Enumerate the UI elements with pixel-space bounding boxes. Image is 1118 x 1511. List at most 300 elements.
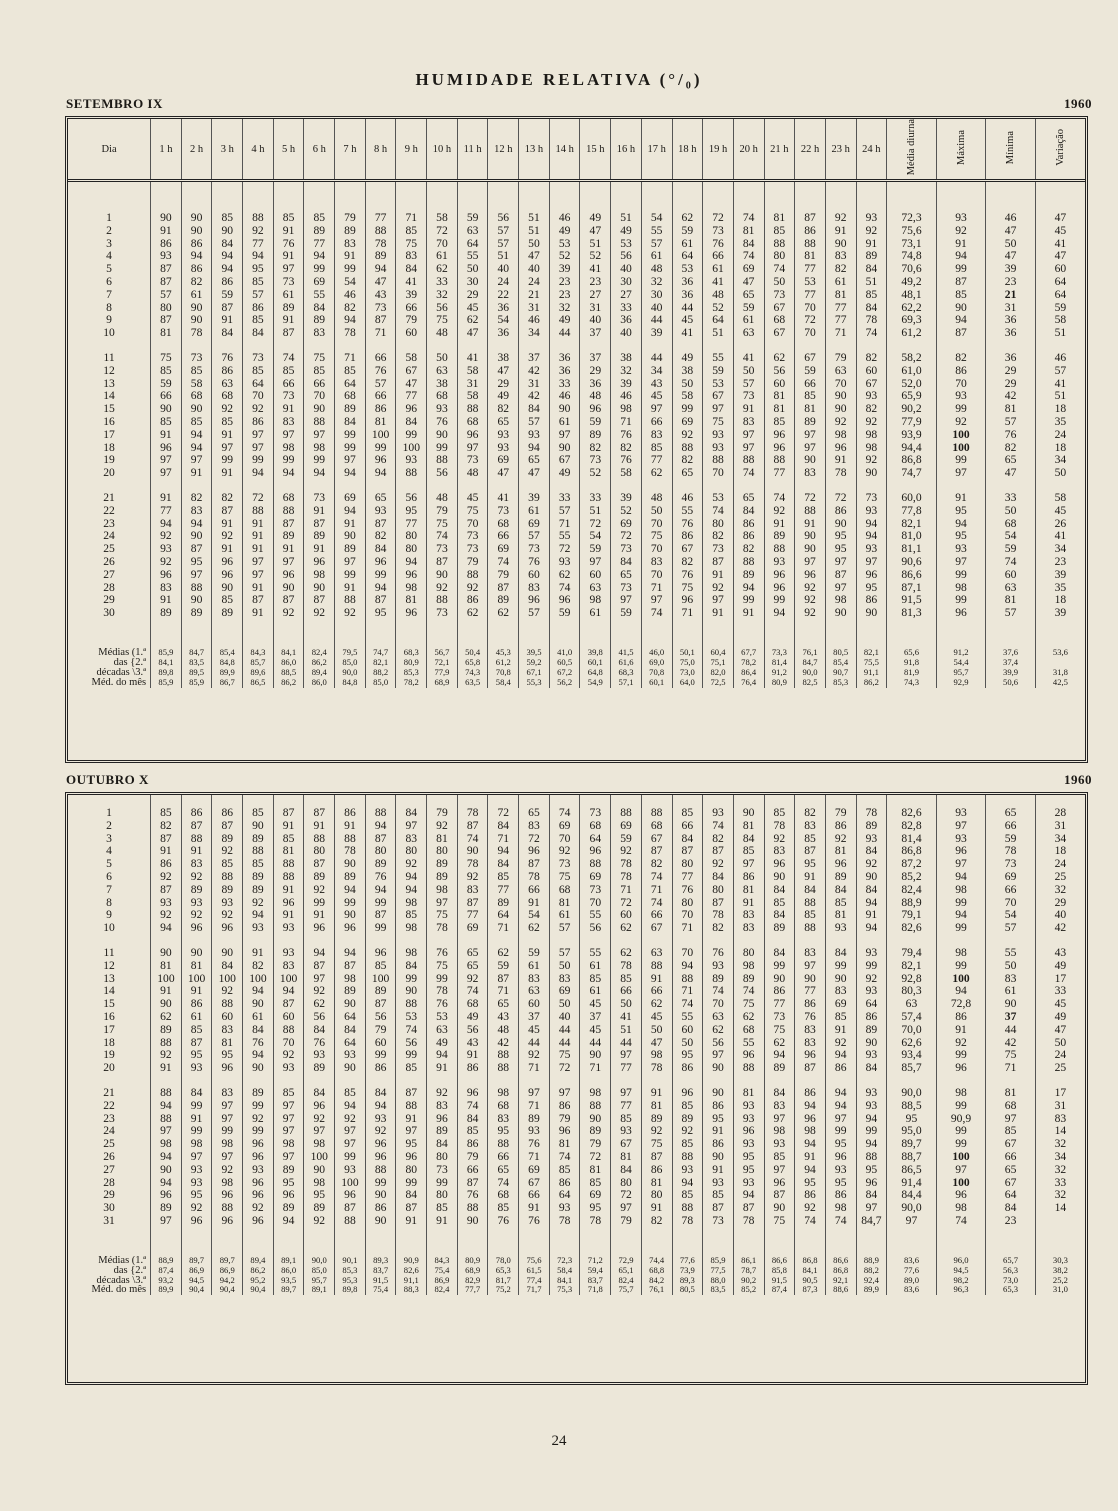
value-cell: 76 <box>611 454 642 467</box>
value-cell: 86 <box>243 416 274 429</box>
value-cell: 51 <box>519 225 550 238</box>
value-cell: 48 <box>457 467 488 480</box>
value-cell: 99 <box>304 897 335 910</box>
value-cell: 34 <box>1054 454 1067 467</box>
value-cell: 89 <box>703 973 734 986</box>
value-cell: 87 <box>304 960 335 973</box>
value-cell: 89 <box>304 530 335 543</box>
value-cell: 57 <box>519 416 550 429</box>
value-cell: 90 <box>304 1164 335 1177</box>
average-cell: 90,0 <box>335 668 366 678</box>
value-cell: 90 <box>273 582 304 595</box>
value-cell: 69 <box>335 492 366 505</box>
value-cell: 66 <box>457 1164 488 1177</box>
value-cell: 83 <box>396 250 427 263</box>
value-cell: 72 <box>519 833 550 846</box>
value-cell: 49 <box>488 390 519 403</box>
value-cell: 65 <box>986 807 1036 820</box>
value-cell: 70 <box>703 998 734 1011</box>
value-cell: 89 <box>273 530 304 543</box>
column-header-label: Mínima <box>1005 130 1017 165</box>
value-cell: 74,7 <box>887 467 937 480</box>
value-cell: 100 <box>181 973 212 986</box>
value-cell: 87 <box>304 518 335 531</box>
value-cell: 62 <box>151 1011 182 1024</box>
value-cell: 89 <box>641 1113 672 1126</box>
value-cell: 96 <box>365 1138 396 1151</box>
value-cell: 88 <box>795 505 826 518</box>
column-header: 10 h <box>427 119 458 181</box>
value-cell: 92 <box>335 607 366 620</box>
value-cell: 91 <box>519 1202 550 1215</box>
value-cell: 66 <box>151 390 182 403</box>
value-cell: 61 <box>427 250 458 263</box>
value-cell: 60 <box>611 909 642 922</box>
value-cell: 74,8 <box>887 250 937 263</box>
value-cell: 78 <box>733 1215 764 1228</box>
value-cell: 48 <box>580 390 611 403</box>
value-cell: 82 <box>936 352 986 365</box>
value-cell: 96 <box>212 569 243 582</box>
value-cell: 87 <box>365 518 396 531</box>
value-cell: 87 <box>396 1087 427 1100</box>
value-cell: 70 <box>672 947 703 960</box>
value-cell: 61,2 <box>887 327 937 340</box>
value-cell: 84 <box>764 947 795 960</box>
value-cell: 84 <box>304 1024 335 1037</box>
value-cell: 70 <box>641 569 672 582</box>
value-cell: 93 <box>733 1100 764 1113</box>
value-cell: 81 <box>151 960 182 973</box>
value-cell: 61 <box>243 1011 274 1024</box>
table-row <box>68 250 1085 263</box>
value-cell: 29 <box>580 365 611 378</box>
value-cell: 88 <box>427 454 458 467</box>
value-cell: 98 <box>396 582 427 595</box>
value-cell: 71 <box>519 1151 550 1164</box>
value-cell: 51 <box>1054 390 1067 403</box>
average-cell: 85,0 <box>365 678 396 688</box>
average-cell: 93,2 <box>151 1276 182 1286</box>
value-cell: 80 <box>703 518 734 531</box>
value-cell: 81 <box>733 225 764 238</box>
value-cell: 24 <box>488 276 519 289</box>
value-cell: 64 <box>1054 288 1067 301</box>
value-cell: 47 <box>488 467 519 480</box>
value-cell: 76 <box>672 569 703 582</box>
column-header: 3 h <box>212 119 243 181</box>
value-cell: 79,4 <box>887 947 937 960</box>
value-cell: 44 <box>549 327 580 340</box>
value-cell: 50 <box>764 276 795 289</box>
average-cell: 89,9 <box>856 1285 887 1295</box>
value-cell: 72 <box>703 212 734 225</box>
value-cell: 63 <box>519 985 550 998</box>
value-cell: 87 <box>181 820 212 833</box>
value-cell: 59 <box>795 365 826 378</box>
average-cell: 70,8 <box>488 668 519 678</box>
value-cell: 82 <box>641 1215 672 1228</box>
average-cell: 92,1 <box>825 1276 856 1286</box>
value-cell: 71 <box>580 1062 611 1075</box>
value-cell: 77 <box>672 871 703 884</box>
value-cell: 65 <box>365 492 396 505</box>
average-cell: 92,9 <box>936 678 986 688</box>
value-cell: 76 <box>703 238 734 251</box>
value-cell: 74 <box>733 985 764 998</box>
value-cell <box>986 289 1036 302</box>
day-cell: 20 <box>68 467 151 480</box>
value-cell: 83 <box>795 467 826 480</box>
value-cell: 68 <box>986 518 1036 531</box>
average-cell: 71,2 <box>580 1256 611 1266</box>
value-cell: 63 <box>457 225 488 238</box>
value-cell: 29 <box>1054 896 1067 909</box>
value-cell: 91 <box>212 543 243 556</box>
value-cell: 96 <box>396 607 427 620</box>
value-cell: 91 <box>733 607 764 620</box>
value-cell: 90 <box>825 607 856 620</box>
value-cell: 97 <box>273 1151 304 1164</box>
day-cell: 5 <box>68 858 151 871</box>
day-cell: 1 <box>68 807 151 820</box>
value-cell: 74 <box>703 505 734 518</box>
value-cell: 95 <box>856 1164 887 1177</box>
value-cell: 73 <box>580 884 611 897</box>
value-cell: 79 <box>335 212 366 225</box>
value-cell: 84 <box>856 1062 887 1075</box>
value-cell: 45 <box>580 998 611 1011</box>
value-cell: 45 <box>641 1011 672 1024</box>
value-cell: 83 <box>986 973 1036 986</box>
value-cell: 83 <box>335 238 366 251</box>
value-cell: 94 <box>936 909 986 922</box>
value-cell: 85 <box>243 314 274 327</box>
value-cell: 57,4 <box>887 1011 937 1024</box>
value-cell: 89 <box>212 833 243 846</box>
table-row <box>68 556 1085 569</box>
day-cell: 30 <box>68 1202 151 1215</box>
value-cell: 90 <box>181 403 212 416</box>
value-cell: 94 <box>304 250 335 263</box>
value-cell: 86 <box>365 403 396 416</box>
value-cell: 75 <box>427 518 458 531</box>
value-cell: 97 <box>273 556 304 569</box>
value-cell: 41 <box>1054 530 1067 543</box>
value-cell: 89 <box>212 884 243 897</box>
value-cell: 61 <box>641 250 672 263</box>
value-cell: 78 <box>703 909 734 922</box>
value-cell: 88 <box>488 1062 519 1075</box>
value-cell: 66 <box>611 985 642 998</box>
value-cell: 49 <box>457 1011 488 1024</box>
value-cell: 73 <box>611 582 642 595</box>
day-cell: 20 <box>68 1062 151 1075</box>
value-cell: 74 <box>549 1151 580 1164</box>
value-cell: 92 <box>335 1113 366 1126</box>
value-cell: 71 <box>611 416 642 429</box>
average-cell: 96,3 <box>936 1285 986 1295</box>
value-cell: 33 <box>1054 1176 1067 1189</box>
value-cell: 88 <box>243 505 274 518</box>
average-cell: 85,4 <box>825 658 856 668</box>
value-cell: 61 <box>580 960 611 973</box>
value-cell: 70 <box>549 833 580 846</box>
value-cell: 83 <box>181 505 212 518</box>
table-row <box>68 973 1085 986</box>
value-cell: 99 <box>936 569 986 582</box>
average-cell: 58,4 <box>549 1266 580 1276</box>
value-cell: 99 <box>936 403 986 416</box>
value-cell: 50 <box>986 505 1036 518</box>
value-cell: 39 <box>986 263 1036 276</box>
value-cell: 93 <box>856 212 887 225</box>
value-cell: 82 <box>212 492 243 505</box>
value-cell: 33 <box>1054 985 1067 998</box>
value-cell: 46 <box>549 390 580 403</box>
table-row <box>68 302 1085 315</box>
value-cell: 72 <box>580 1151 611 1164</box>
value-cell: 74 <box>641 897 672 910</box>
average-label: Médias (1.ª <box>68 648 151 658</box>
value-cell: 90 <box>856 871 887 884</box>
average-cell: 39,5 <box>519 648 550 658</box>
value-cell: 99 <box>396 1049 427 1062</box>
value-cell: 75 <box>304 352 335 365</box>
value-cell: 50 <box>1054 1036 1067 1049</box>
value-cell: 86 <box>212 807 243 820</box>
value-cell: 88 <box>641 807 672 820</box>
value-cell: 51 <box>519 212 550 225</box>
day-cell: 29 <box>68 594 151 607</box>
average-cell: 83,7 <box>365 1266 396 1276</box>
value-cell: 77 <box>243 238 274 251</box>
value-cell: 90 <box>181 225 212 238</box>
table-row <box>68 807 1085 820</box>
value-cell: 96 <box>936 1189 986 1202</box>
value-cell: 89 <box>427 871 458 884</box>
value-cell: 81 <box>825 845 856 858</box>
day-cell: 3 <box>68 238 151 251</box>
value-cell: 100 <box>365 429 396 442</box>
value-cell: 93 <box>396 454 427 467</box>
average-cell: 73,3 <box>764 648 795 658</box>
average-cell: 30,3 <box>1052 1255 1068 1265</box>
value-cell: 73 <box>457 530 488 543</box>
average-cell: 90,4 <box>243 1285 274 1295</box>
value-cell: 93,9 <box>887 429 937 442</box>
value-cell: 82 <box>825 263 856 276</box>
value-cell: 55 <box>703 352 734 365</box>
value-cell: 46 <box>549 212 580 225</box>
value-cell: 77 <box>825 302 856 315</box>
value-cell: 47 <box>641 1037 672 1050</box>
column-header: 6 h <box>304 119 335 181</box>
value-cell: 88 <box>764 238 795 251</box>
average-cell: 65,6 <box>887 648 937 658</box>
value-cell: 87 <box>396 1202 427 1215</box>
value-cell: 36 <box>672 276 703 289</box>
value-cell: 49 <box>549 314 580 327</box>
value-cell: 88 <box>365 807 396 820</box>
value-cell: 81 <box>733 1087 764 1100</box>
value-cell: 74 <box>764 492 795 505</box>
value-cell: 86 <box>825 820 856 833</box>
value-cell: 88,5 <box>887 1100 937 1113</box>
value-cell: 92 <box>304 884 335 897</box>
value-cell: 36 <box>580 378 611 391</box>
average-cell: 59,4 <box>580 1266 611 1276</box>
average-cell: 75,7 <box>611 1285 642 1295</box>
value-cell: 81 <box>641 1100 672 1113</box>
value-cell: 67 <box>672 543 703 556</box>
value-cell: 78 <box>856 314 887 327</box>
average-cell: 93,5 <box>273 1276 304 1286</box>
value-cell: 68 <box>580 820 611 833</box>
value-cell: 70 <box>580 897 611 910</box>
value-cell: 99 <box>335 429 366 442</box>
average-cell: 68,9 <box>427 678 458 688</box>
value-cell: 90 <box>243 998 274 1011</box>
value-cell: 73 <box>457 454 488 467</box>
value-cell: 86 <box>733 518 764 531</box>
value-cell: 96 <box>580 403 611 416</box>
value-cell: 93 <box>856 833 887 846</box>
average-cell: 56,3 <box>986 1266 1036 1276</box>
value-cell: 96 <box>273 897 304 910</box>
value-cell: 95 <box>488 1125 519 1138</box>
value-cell: 95 <box>181 1189 212 1202</box>
value-cell: 87 <box>457 897 488 910</box>
value-cell: 61 <box>549 416 580 429</box>
value-cell: 91 <box>273 543 304 556</box>
value-cell: 99 <box>335 1151 366 1164</box>
value-cell: 81 <box>273 845 304 858</box>
value-cell: 65 <box>986 454 1036 467</box>
value-cell: 85 <box>243 276 274 289</box>
value-cell: 89 <box>365 858 396 871</box>
table-row <box>68 1189 1085 1202</box>
value-cell: 45 <box>1054 504 1067 517</box>
value-cell: 86 <box>936 365 986 378</box>
value-cell: 69 <box>488 454 519 467</box>
table-row <box>68 947 1085 960</box>
value-cell: 96 <box>549 594 580 607</box>
value-cell: 59 <box>611 833 642 846</box>
value-cell: 49 <box>427 1037 458 1050</box>
value-cell: 46 <box>335 289 366 302</box>
value-cell: 60 <box>519 569 550 582</box>
value-cell: 93 <box>549 1202 580 1215</box>
day-cell: 29 <box>68 1189 151 1202</box>
value-cell: 96 <box>856 1177 887 1190</box>
value-cell: 87 <box>703 845 734 858</box>
value-cell: 91 <box>243 518 274 531</box>
value-cell: 31 <box>1054 1099 1067 1112</box>
value-cell: 91 <box>181 467 212 480</box>
value-cell: 85 <box>795 390 826 403</box>
average-cell: 85,9 <box>181 678 212 688</box>
value-cell: 96 <box>764 429 795 442</box>
value-cell: 72 <box>488 807 519 820</box>
average-cell: 37,4 <box>986 658 1036 668</box>
value-cell: 92 <box>936 225 986 238</box>
value-cell: 67 <box>986 1177 1036 1190</box>
value-cell: 69 <box>611 518 642 531</box>
value-cell: 74 <box>936 1215 986 1228</box>
value-cell: 64 <box>549 1189 580 1202</box>
value-cell: 70 <box>936 378 986 391</box>
value-cell: 84 <box>396 263 427 276</box>
value-cell: 60 <box>764 378 795 391</box>
value-cell: 67 <box>764 302 795 315</box>
value-cell: 95 <box>795 858 826 871</box>
value-cell: 43 <box>457 1037 488 1050</box>
value-cell: 75 <box>151 352 182 365</box>
value-cell: 99 <box>181 1125 212 1138</box>
value-cell: 47 <box>733 276 764 289</box>
value-cell: 29 <box>457 289 488 302</box>
humidity-table-october <box>65 792 1088 1385</box>
table-row <box>68 1164 1085 1177</box>
value-cell: 67 <box>641 833 672 846</box>
value-cell: 92 <box>936 1037 986 1050</box>
value-cell: 97 <box>273 1113 304 1126</box>
value-cell: 27 <box>580 289 611 302</box>
value-cell: 56 <box>427 467 458 480</box>
value-cell: 97 <box>273 263 304 276</box>
average-row <box>68 658 1085 668</box>
value-cell: 85 <box>151 365 182 378</box>
value-cell: 62 <box>519 922 550 935</box>
value-cell: 69,3 <box>887 314 937 327</box>
column-header: 18 h <box>672 119 703 181</box>
value-cell: 91 <box>825 1024 856 1037</box>
value-cell: 59 <box>549 607 580 620</box>
value-cell: 90 <box>151 998 182 1011</box>
value-cell: 78 <box>641 1062 672 1075</box>
value-cell: 98 <box>304 1138 335 1151</box>
value-cell: 73 <box>304 492 335 505</box>
value-cell: 50 <box>672 1037 703 1050</box>
average-label: das {2.ª <box>68 1266 151 1276</box>
table-row <box>68 1202 1085 1215</box>
average-cell: 55,3 <box>519 678 550 688</box>
column-header <box>1035 119 1085 181</box>
table-row <box>68 897 1085 910</box>
value-cell: 84 <box>611 556 642 569</box>
value-cell: 81,0 <box>887 530 937 543</box>
average-cell: 89,1 <box>273 1256 304 1266</box>
value-cell: 82 <box>856 403 887 416</box>
value-cell: 55 <box>304 289 335 302</box>
value-cell: 47 <box>580 225 611 238</box>
value-cell: 89 <box>580 1125 611 1138</box>
value-cell: 84 <box>856 302 887 315</box>
value-cell: 78 <box>519 871 550 884</box>
value-cell: 91 <box>703 1164 734 1177</box>
value-cell: 41 <box>703 276 734 289</box>
value-cell: 87 <box>457 820 488 833</box>
average-cell: 50,4 <box>457 648 488 658</box>
value-cell: 98 <box>304 442 335 455</box>
value-cell: 99 <box>427 1177 458 1190</box>
table-row <box>68 390 1085 403</box>
value-cell: 67 <box>703 390 734 403</box>
value-cell: 92 <box>427 1087 458 1100</box>
value-cell: 52 <box>549 250 580 263</box>
value-cell: 85 <box>795 833 826 846</box>
